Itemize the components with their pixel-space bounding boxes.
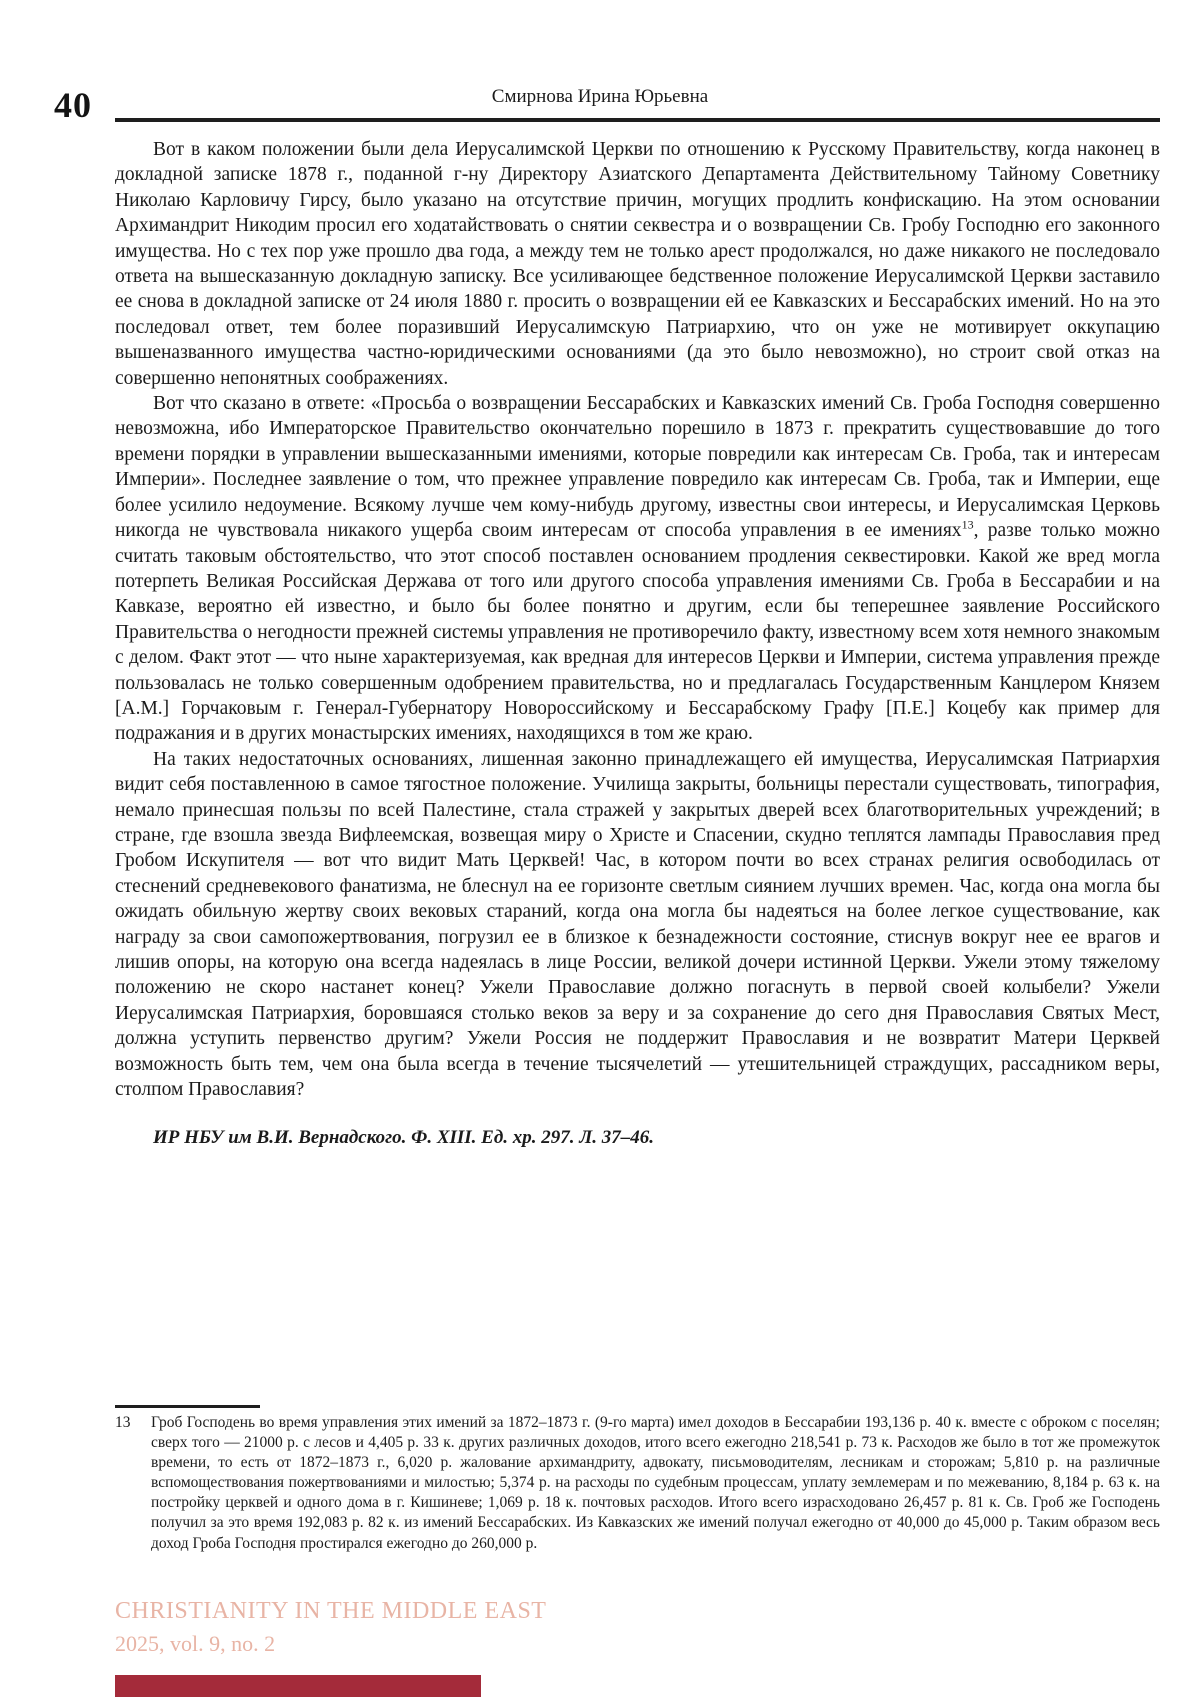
footnote-13 [115,1413,1160,1554]
paragraph [115,391,1160,747]
footnote-separator-rule [115,1405,260,1408]
footnote-number: 13 [115,1414,131,1431]
footer-accent-bar [115,1675,481,1697]
header-rule [115,118,1160,122]
footer-issue-info: 2025, vol. 9, no. 2 [115,1631,276,1656]
archival-citation: ИР НБУ им В.И. Вернадского. Ф. XIII. Ед. хр. 297. Л. 37–46. [153,1127,655,1149]
paragraph: Вот в каком положении были дела Иерусалимской Церкви по отношению к Русскому Правительству, когда наконец в докладной записке 1878 г., поданной г-ну Директору Азиатского Департамента Действительному Тайному Советнику Николаю Карловичу Гирсу, было указано на отсутствие причин, могущих продлить конфискацию. На этом основании Архимандрит Никодим просил его ходатайствовать о снятии секвестра и о возвращении Св. Гробу Господню его законного имущества. Но с тех пор уже прошло два года, а между тем не только арест продолжался, но даже никакого не последовало ответа на вышесказанную докладную записку. Все усиливающее бедственное положение Иерусалимской Церкви заставило ее снова в докладной записке от 24 июля 1880 г. просить о возвращении ей ее Кавказских и Бессарабских имений. Но на это последовал ответ, тем более поразивший Иерусалимскую Патриархию, что он уже не мотивирует оккупацию вышеназванного имущества частно-юридическими основаниями (да это было невозможно), но строит свой отказ на совершенно непонятных соображениях. [115,139,1160,389]
paragraph-text: , разве только можно считать таковым обстоятельство, что этот способ поставлен основанием продления секвестировки. Какой же вред могла потерпеть Великая Российская Держава от того или другого способа управления имениями Св. Гроба в Бессарабии и на Кавказе, вероятно ей известно, и было бы более понятно и другим, если бы теперешнее заявление Российского Правительства о негодности прежней системы управления не противоречило факту, известному всем хотя немного знакомым с делом. Факт этот — что ныне характеризуемая, как вредная для интересов Церкви и Империи, система управления прежде пользовалась не только совершенным одобрением правительства, но и предлагалась Государственным Канцлером Князем [А.М.] Горчаковым г. Генерал-Губернатору Новороссийскому и Бессарабскому Графу [П.Е.] Коцебу как пример для подражания и в других монастырских имениях, находящихся в том же краю. [115,520,1160,745]
footer-journal-title: CHRISTIANITY IN THE MIDDLE EAST [115,1598,547,1624]
paragraph-text: Вот что сказано в ответе: «Просьба о возвращении Бессарабских и Кавказских имений Св. Гроба Господня совершенно невозможна, ибо Императорское Правительство окончательно порешило в 1873 г. прекратить существовавшие до того времени порядки в управлении вышесказанными имениями, которые повредили как интересам Св. Гроба, так и интересам Империи». Последнее заявление о том, что прежнее управление повредило как интересам Св. Гроба, так и Империи, еще более усилило недоумение. Всякому лучше чем кому-нибудь другому, известны свои интересы, и Иерусалимская Церковь никогда не чувствовала никакого ущерба своим интересам от способа управления в ее имениях [115,393,1160,542]
running-header-author: Смирнова Ирина Юрьевна [491,86,709,107]
footnote-text: Гроб Господень во время управления этих имений за 1872–1873 г. (9-го марта) имел доходов в Бессарабии 193,136 р. 40 к. вместе с оброком с поселян; сверх того — 21000 р. с лесов и 4,405 р. 33 к. других различных доходов, итого всего ежегодно 218,541 р. 73 к. Расходов же было в тот же промежуток времени, то есть от 1872–1873 г., 6,020 р. жалование архимандриту, адвокату, письмоводителям, лесникам и сторожам; 5,810 р. на различные вспомоществования пожертвованиями и милостью; 5,374 р. на расходы по судебным процессам, уплату землемерам и по межеванию, 8,184 р. 63 к. на постройку церквей и одного дома в г. Кишиневе; 1,069 р. 18 к. почтовых расходов. Итого всего израсходовано 26,457 р. 81 к. Св. Гроб же Господень получил за это время 192,083 р. 82 к. из имений Бессарабских. Из Кавказских же имений получал ежегодно от 40,000 до 45,000 р. Таким образом весь доход Гроба Господня простирался ежегодно до 260,000 р. [151,1414,1160,1552]
paragraph: На таких недостаточных основаниях, лишенная законно принадлежащего ей имущества, Иерусалимская Патриархия видит себя поставленною в самое тягостное положение. Училища закрыты, больницы перестали существовать, типография, немало принесшая пользы по всей Палестине, стала стражей у закрытых дверей всех благотворительных учреждений; в стране, где взошла звезда Вифлеемская, возвещая миру о Христе и Спасении, скудно теплятся лампады Православия пред Гробом Искупителя — вот что видит Мать Церквей! Час, в котором почти во всех странах религия освободилась от стеснений средневекового фанатизма, не блеснул на ее горизонте светлым сиянием лучших времен. Час, когда она могла бы ожидать обильную жертву своих вековых стараний, когда она могла бы надеяться на более легкое существование, как награду за свои самопожертвования, погрузил ее в близкое к безнадежности состояние, стиснув вокруг нее ее врагов и лишив опоры, на которую она всегда надеялась в лице России, великой дочери истинной Церкви. Ужели этому тяжелому положению не скоро настанет конец? Ужели Православие должно погаснуть в первой своей колыбели? Ужели Иерусалимская Патриархия, боровшаяся столько веков за веру и за сохранение до сего дня Православия Святых Мест, должна уступить первенство другим? Ужели Россия не поддержит Православия и не возвратит Матери Церквей возможность быть тем, чем она была всегда в течение тысячелетий — утешительницей страждущих, рассадником веры, столпом Православия? [115,748,1160,1101]
page-number: 40 [54,85,92,125]
footnote-reference-13: 13 [961,517,974,532]
footnote-area [115,1413,1160,1554]
article-body [115,137,1160,1377]
